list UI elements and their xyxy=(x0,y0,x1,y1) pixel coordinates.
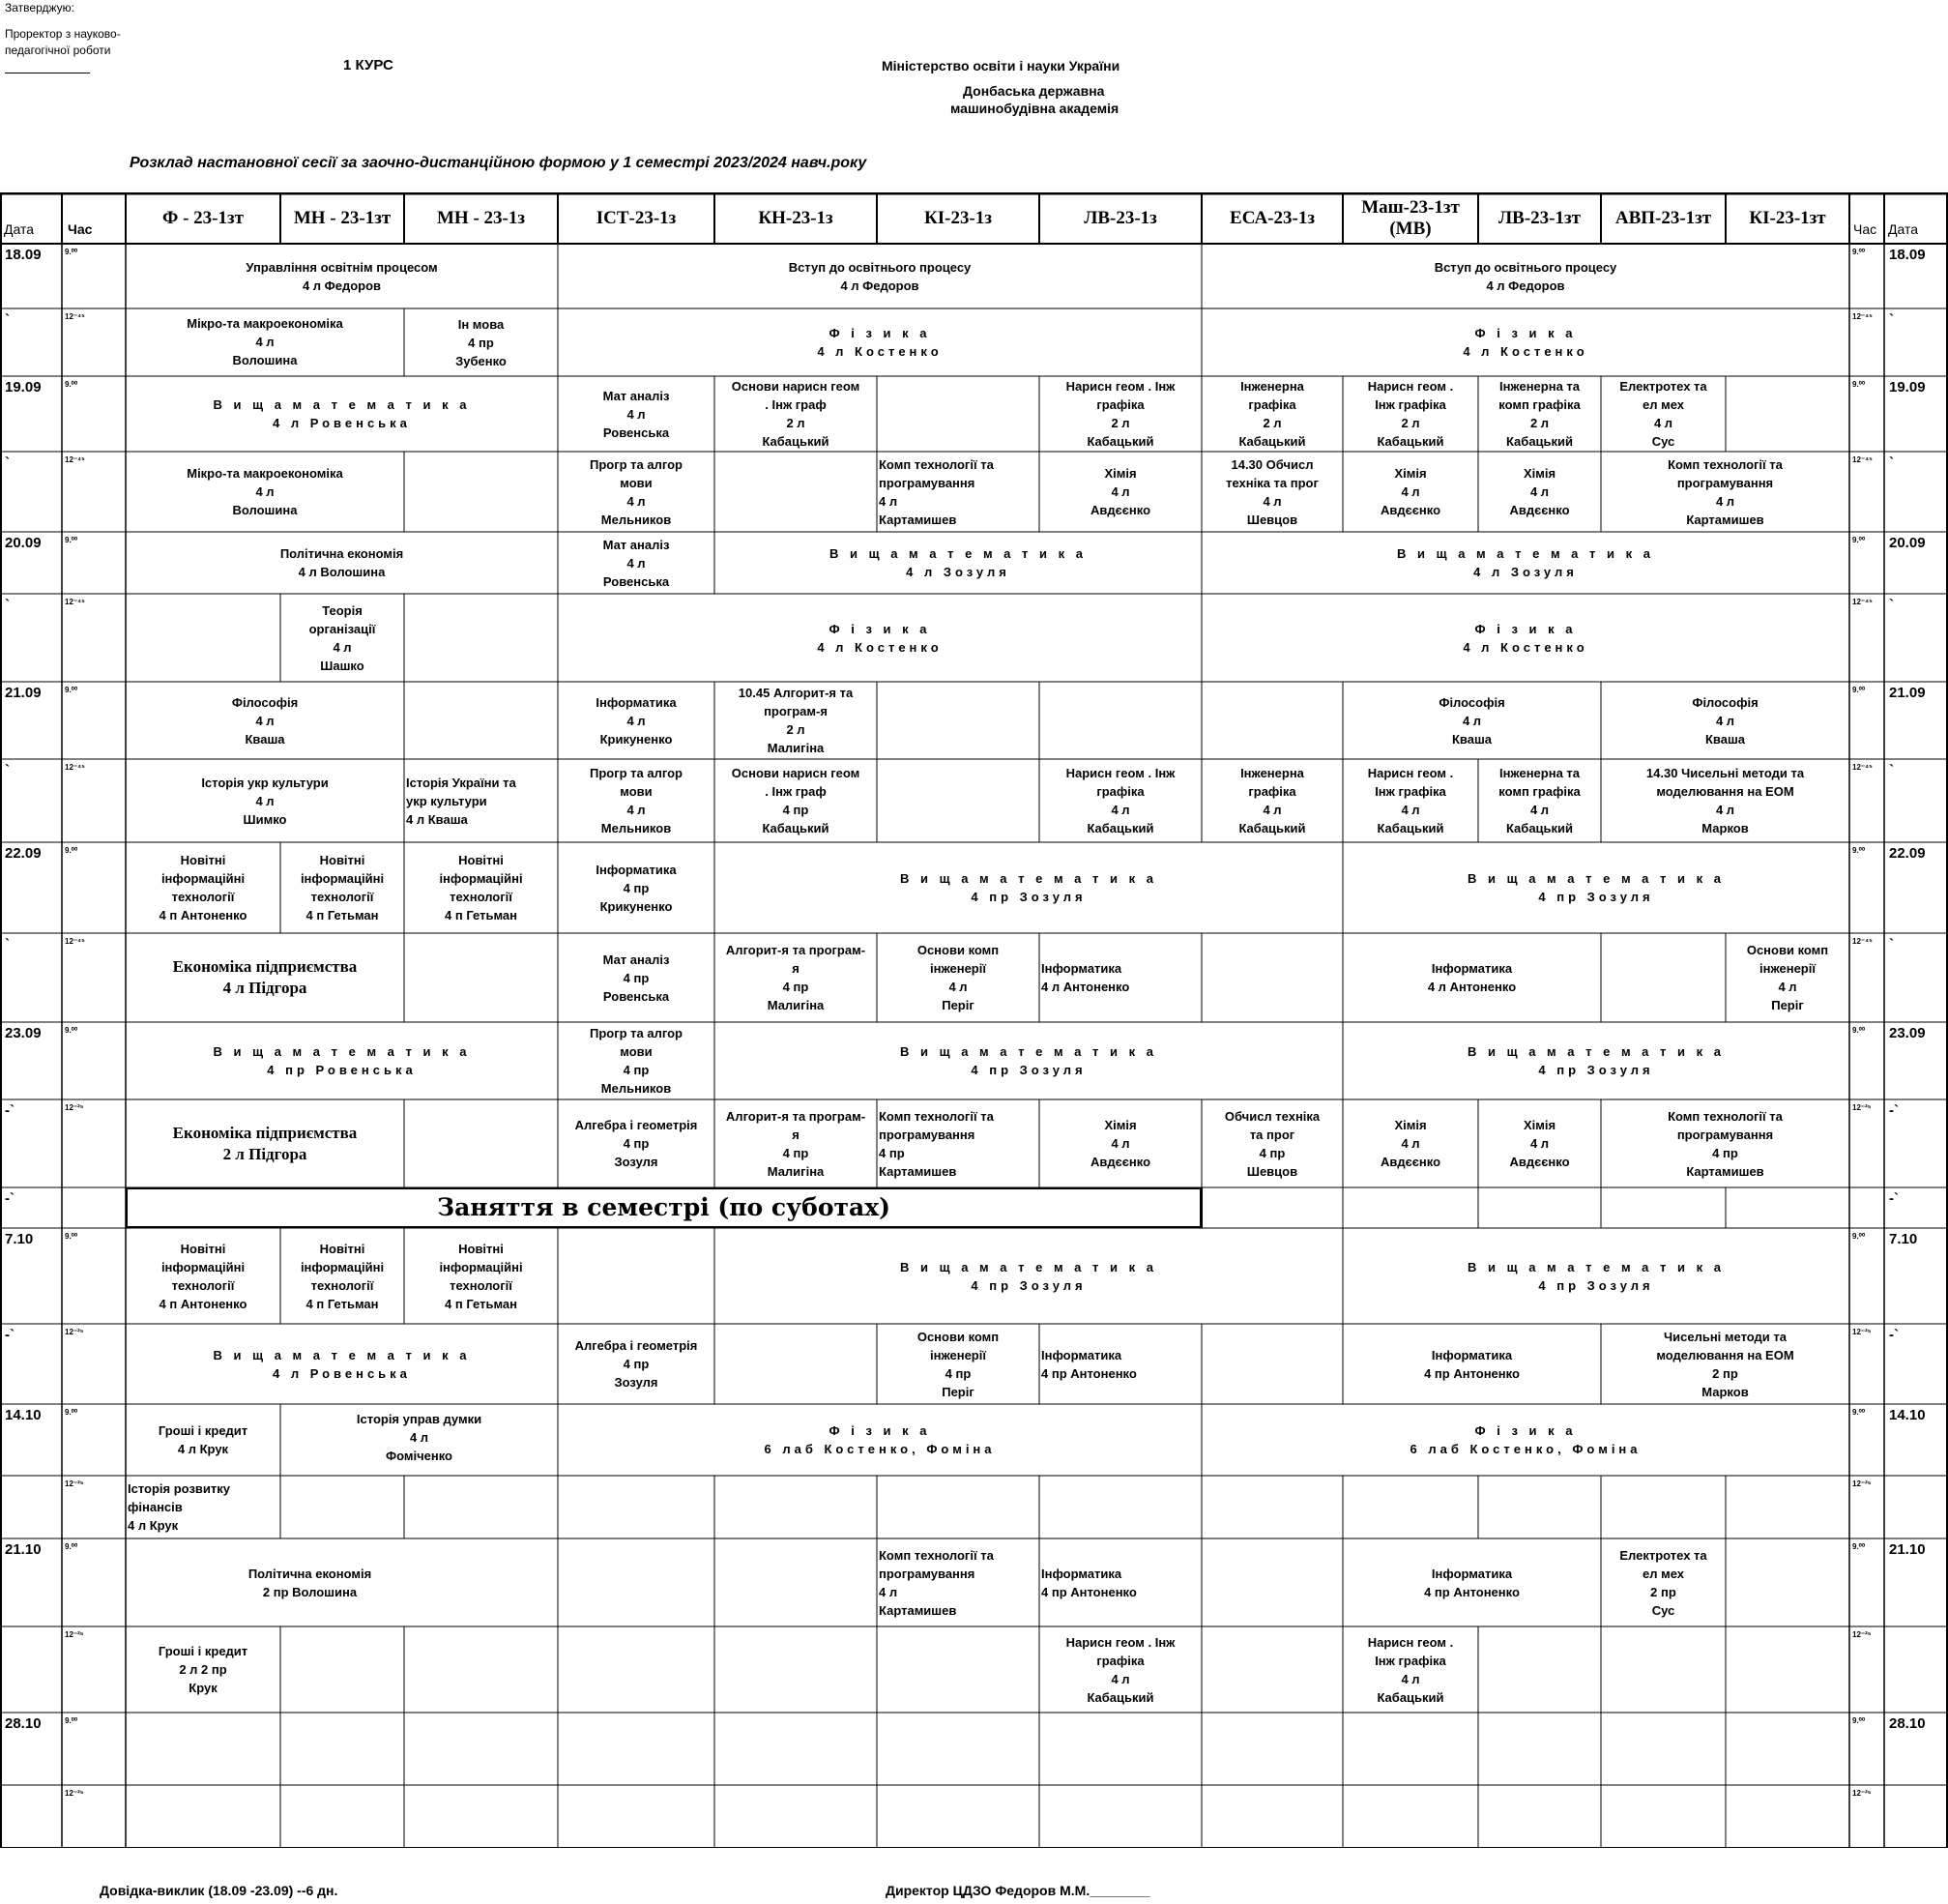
row-date xyxy=(0,1785,5,1788)
academy-line2: машинобудівна академія xyxy=(950,101,1119,116)
schedule-cell: Інформатика 4 пр Антоненко xyxy=(1041,1347,1137,1381)
schedule-cell: В и щ а м а т е м а т и к а 4 л Зозуля xyxy=(829,546,1087,579)
row-time-right: 9.⁰⁰ xyxy=(1852,248,1866,256)
schedule-cell: Ф і з и к а 4 л Костенко xyxy=(817,326,943,359)
schedule-cell: Ф і з и к а 6 лаб Костенко, Фоміна xyxy=(764,1423,996,1456)
schedule-cell: Комп технології та програмування 4 л Картамишев xyxy=(879,1547,994,1618)
row-date-right: 14.10 xyxy=(1889,1407,1926,1423)
schedule-cell: Електротех та ел мех 2 пр Сус xyxy=(1619,1547,1707,1618)
row-time-right: 9.⁰⁰ xyxy=(1852,846,1866,855)
row-time: 12⁻⁴⁵ xyxy=(65,937,85,946)
row-time-right: 12⁻⁴⁵ xyxy=(1852,598,1873,606)
schedule-cell: В и щ а м а т е м а т и к а 4 л Ровенська xyxy=(213,1347,471,1381)
row-time-right: 12⁻⁴⁵ xyxy=(1852,763,1873,772)
prorector-line2: педагогічної роботи xyxy=(5,44,111,57)
row-date: 21.10 xyxy=(5,1541,42,1558)
row-time-right: 12⁻²⁵ xyxy=(1852,1630,1872,1639)
row-date: -` xyxy=(5,1327,15,1343)
date-column-header-right: Дата xyxy=(1888,221,1919,237)
row-time-right: 9.⁰⁰ xyxy=(1852,1026,1866,1035)
row-time: 9.⁰⁰ xyxy=(65,536,78,544)
schedule-cell: Нарисн геом . Інж графіка 2 л Кабацький xyxy=(1065,379,1176,449)
schedule-cell: Політична економія 4 л Волошина xyxy=(279,546,404,579)
schedule-cell: Новітні інформаційні технології 4 п Антоненко xyxy=(159,1241,247,1311)
schedule-cell: Теорія організації 4 л Шашко xyxy=(308,602,376,673)
schedule-cell: Історія управ думки 4 л Фоміченко xyxy=(356,1412,482,1463)
schedule-cell: Ф і з и к а 4 л Костенко xyxy=(1463,621,1588,655)
schedule-cell: Історія укр культури 4 л Шимко xyxy=(201,775,329,827)
schedule-cell: Ф і з и к а 6 лаб Костенко, Фоміна xyxy=(1410,1423,1642,1456)
schedule-cell: Хімія 4 л Авдєєнко xyxy=(1090,1118,1151,1169)
schedule-cell: Комп технології та програмування 4 л Картамишев xyxy=(1668,456,1783,527)
row-time-right: 9.⁰⁰ xyxy=(1852,686,1866,694)
row-time-right: 9.⁰⁰ xyxy=(1852,1408,1866,1417)
schedule-cell: В и щ а м а т е м а т и к а 4 пр Ровенська xyxy=(213,1044,471,1077)
row-time: 12⁻⁴⁵ xyxy=(65,455,85,464)
schedule-cell: Нарисн геом . Інж графіка 4 л Кабацький xyxy=(1065,1634,1176,1705)
row-time: 12⁻²⁵ xyxy=(65,1479,84,1488)
schedule-cell: Інженерна та комп графіка 4 л Кабацький xyxy=(1498,766,1581,835)
schedule-cell: Мікро-та макроекономіка 4 л Волошина xyxy=(187,316,343,367)
ministry-title: Міністерство освіти і науки України xyxy=(882,58,1120,73)
row-time: 9.⁰⁰ xyxy=(65,248,78,256)
row-date-right: 18.09 xyxy=(1889,247,1926,263)
row-date-right: -` xyxy=(1889,1327,1899,1343)
row-time: 12⁻²⁵ xyxy=(65,1630,84,1639)
schedule-cell: В и щ а м а т е м а т и к а 4 пр Зозуля xyxy=(1468,1259,1725,1293)
row-time-right: 12⁻²⁵ xyxy=(1852,1328,1872,1336)
schedule-cell: Мат аналіз 4 л Ровенська xyxy=(602,388,670,440)
schedule-cell: Інформатика 4 л Антоненко xyxy=(1427,961,1517,994)
director-signature: Директор ЦДЗО Федоров М.М.________ xyxy=(886,1883,1150,1898)
schedule-cell: Нарисн геом . Інж графіка 2 л Кабацький xyxy=(1367,379,1454,449)
row-date-right: 20.09 xyxy=(1889,535,1926,551)
group-header: МН - 23-1з xyxy=(436,207,525,228)
group-header: Маш-23-1зт (МВ) xyxy=(1361,196,1460,239)
row-time: 9.⁰⁰ xyxy=(65,1716,78,1725)
row-time-right: 9.⁰⁰ xyxy=(1852,1716,1866,1725)
schedule-cell: Гроші і кредит 2 л 2 пр Крук xyxy=(158,1644,248,1695)
row-date-right: ` xyxy=(1889,597,1894,613)
schedule-cell: Нарисн геом . Інж графіка 4 л Кабацький xyxy=(1065,766,1176,835)
row-time-right: 12⁻⁴⁵ xyxy=(1852,312,1873,321)
row-date: ` xyxy=(5,762,10,778)
schedule-subtitle: Розклад настановної сесії за заочно-дистанційною формою у 1 семестрі 2023/2024 навч.року xyxy=(130,155,867,171)
row-date: 20.09 xyxy=(5,535,42,551)
row-date-right: ` xyxy=(1889,454,1894,471)
schedule-cell: Мікро-та макроекономіка 4 л Волошина xyxy=(187,466,343,517)
group-header: ЛВ-23-1зт xyxy=(1498,207,1581,228)
row-date: ` xyxy=(5,454,10,471)
row-time-right: 9.⁰⁰ xyxy=(1852,1232,1866,1241)
row-date: ` xyxy=(5,311,10,328)
row-date-right: ` xyxy=(1889,762,1894,778)
schedule-cell: Хімія 4 л Авдєєнко xyxy=(1380,1118,1441,1169)
semester-banner: Заняття в семестрі (по суботах) xyxy=(126,1187,1202,1228)
schedule-cell: Новітні інформаційні технології 4 п Гетьман xyxy=(439,853,523,923)
schedule-cell: Прогр та алгор мови 4 л Мельников xyxy=(589,456,683,527)
row-date-right: 21.09 xyxy=(1889,685,1926,701)
schedule-cell: Вступ до освітнього процесу 4 л Федоров xyxy=(1434,259,1617,293)
schedule-cell: Комп технології та програмування 4 пр Картамишев xyxy=(879,1108,994,1179)
group-header: ЛВ-23-1з xyxy=(1084,207,1157,228)
schedule-cell: Інформатика 4 пр Антоненко xyxy=(1041,1566,1137,1599)
row-time-right: 9.⁰⁰ xyxy=(1852,536,1866,544)
schedule-cell: В и щ а м а т е м а т и к а 4 пр Зозуля xyxy=(900,1259,1157,1293)
row-time-right: 9.⁰⁰ xyxy=(1852,380,1866,389)
row-time-right: 12⁻²⁵ xyxy=(1852,1789,1872,1798)
row-date-right: ` xyxy=(1889,311,1894,328)
schedule-table xyxy=(0,192,1948,1848)
row-time xyxy=(62,1187,65,1191)
time-column-header-right: Час xyxy=(1853,221,1877,237)
approve-label: Затверджую: xyxy=(5,1,74,15)
group-header: КІ-23-1з xyxy=(924,207,992,228)
row-time: 9.⁰⁰ xyxy=(65,1026,78,1035)
row-date: ` xyxy=(5,597,10,613)
schedule-cell: Хімія 4 л Авдєєнко xyxy=(1090,466,1151,517)
row-time-right: 12⁻²⁵ xyxy=(1852,1479,1872,1488)
row-time: 9.⁰⁰ xyxy=(65,1232,78,1241)
row-time-right xyxy=(1849,1187,1852,1191)
row-date: -` xyxy=(5,1102,15,1119)
row-date-right: 19.09 xyxy=(1889,379,1926,395)
schedule-cell: Політична економія 2 пр Волошина xyxy=(247,1566,372,1599)
schedule-cell: В и щ а м а т е м а т и к а 4 л Ровенська xyxy=(213,397,471,430)
row-date-right: -` xyxy=(1889,1102,1899,1119)
schedule-cell: Інженерна графіка 4 л Кабацький xyxy=(1238,766,1306,835)
row-date-right: -` xyxy=(1889,1190,1899,1207)
schedule-cell: В и щ а м а т е м а т и к а 4 пр Зозуля xyxy=(1468,871,1725,904)
schedule-cell: Економіка підприємства 4 л Підгора xyxy=(172,957,358,997)
schedule-cell: В и щ а м а т е м а т и к а 4 пр Зозуля xyxy=(900,1044,1157,1077)
row-time: 9.⁰⁰ xyxy=(65,1542,78,1551)
row-time: 12⁻⁴⁵ xyxy=(65,598,85,606)
schedule-cell: Ін мова 4 пр Зубенко xyxy=(455,316,507,368)
group-header: ІСТ-23-1з xyxy=(596,207,677,228)
row-date: 7.10 xyxy=(5,1231,34,1247)
schedule-cell: Інформатика 4 л Антоненко xyxy=(1041,961,1130,994)
schedule-cell: Нарисн геом . Інж графіка 4 л Кабацький xyxy=(1367,1634,1454,1705)
row-date-right xyxy=(1884,1785,1889,1788)
schedule-cell: Електротех та ел мех 4 л Сус xyxy=(1619,379,1707,449)
schedule-cell: Ф і з и к а 4 л Костенко xyxy=(1463,326,1588,359)
row-date: -` xyxy=(5,1190,15,1207)
footer-note: Довідка-виклик (18.09 -23.09) --6 дн. xyxy=(100,1883,338,1898)
schedule-cell: Хімія 4 л Авдєєнко xyxy=(1509,1118,1570,1169)
schedule-cell: Прогр та алгор мови 4 пр Мельников xyxy=(589,1026,683,1096)
schedule-cell: Мат аналіз 4 пр Ровенська xyxy=(602,952,670,1004)
schedule-cell: Управління освітнім процесом 4 л Федоров xyxy=(246,259,438,293)
schedule-cell: Хімія 4 л Авдєєнко xyxy=(1509,466,1570,517)
schedule-cell: Чисельні методи та моделювання на ЕОМ 2 пр Марков xyxy=(1656,1329,1794,1399)
row-date-right: 21.10 xyxy=(1889,1541,1926,1558)
schedule-cell: Філософія 4 л Кваша xyxy=(1439,694,1505,747)
schedule-cell: Філософія 4 л Кваша xyxy=(231,694,299,747)
row-time: 12⁻²⁵ xyxy=(65,1103,84,1112)
row-date: ` xyxy=(5,936,10,952)
row-date-right: 22.09 xyxy=(1889,845,1926,862)
row-date: 18.09 xyxy=(5,247,42,263)
schedule-cell: В и щ а м а т е м а т и к а 4 пр Зозуля xyxy=(1468,1044,1725,1077)
schedule-cell: Інженерна та комп графіка 2 л Кабацький xyxy=(1498,379,1581,449)
schedule-cell: Алгебра і геометрія 4 пр Зозуля xyxy=(574,1338,698,1390)
row-date: 23.09 xyxy=(5,1025,42,1041)
schedule-cell: Філософія 4 л Кваша xyxy=(1692,694,1759,747)
schedule-cell: Історія України та укр культури 4 л Кваша xyxy=(406,775,516,827)
row-time: 9.⁰⁰ xyxy=(65,846,78,855)
row-date-right xyxy=(1884,1476,1889,1479)
group-header: КІ-23-1зт xyxy=(1749,207,1826,228)
schedule-cell: Історія розвитку фінансів 4 л Крук xyxy=(128,1481,230,1533)
row-date-right: 28.10 xyxy=(1889,1715,1926,1732)
schedule-cell: Нарисн геом . Інж графіка 4 л Кабацький xyxy=(1367,766,1454,835)
row-date: 21.09 xyxy=(5,685,42,701)
group-header: МН - 23-1зт xyxy=(293,207,392,228)
row-time-right: 9.⁰⁰ xyxy=(1852,1542,1866,1551)
course-title: 1 КУРС xyxy=(343,57,393,73)
schedule-cell: Інформатика 4 пр Антоненко xyxy=(1424,1566,1520,1599)
row-date xyxy=(0,1476,5,1479)
row-time-right: 12⁻⁴⁵ xyxy=(1852,455,1873,464)
schedule-cell: Новітні інформаційні технології 4 п Антоненко xyxy=(159,853,247,923)
schedule-cell: Алгорит-я та програм- я 4 пр Малигіна xyxy=(725,943,866,1012)
schedule-cell: Інформатика 4 пр Крикуненко xyxy=(596,862,677,914)
prorector-line1: Проректор з науково- xyxy=(5,27,121,41)
row-time: 12⁻²⁵ xyxy=(65,1789,84,1798)
schedule-cell: Основи комп інженерії 4 пр Періг xyxy=(916,1329,1000,1399)
row-time: 12⁻⁴⁵ xyxy=(65,312,85,321)
schedule-cell: Гроші і кредит 4 л Крук xyxy=(158,1423,248,1456)
row-time: 9.⁰⁰ xyxy=(65,686,78,694)
row-date-right: 7.10 xyxy=(1889,1231,1918,1247)
schedule-cell: Інформатика 4 л Крикуненко xyxy=(596,694,677,747)
schedule-cell: Вступ до освітнього процесу 4 л Федоров xyxy=(788,259,972,293)
schedule-cell: Новітні інформаційні технології 4 п Гетьман xyxy=(300,853,385,923)
academy-line1: Донбаська державна xyxy=(963,83,1105,99)
row-date-right: ` xyxy=(1889,936,1894,952)
group-header: ЕСА-23-1з xyxy=(1230,207,1315,228)
schedule-cell: В и щ а м а т е м а т и к а 4 пр Зозуля xyxy=(900,871,1157,904)
group-header: КН-23-1з xyxy=(758,207,833,228)
schedule-cell: Ф і з и к а 4 л Костенко xyxy=(817,621,943,655)
row-time-right: 12⁻⁴⁵ xyxy=(1852,937,1873,946)
date-column-header: Дата xyxy=(4,221,35,237)
schedule-cell: Алгорит-я та програм- я 4 пр Малигіна xyxy=(725,1108,866,1179)
row-date: 19.09 xyxy=(5,379,42,395)
schedule-cell: Основи нарисн геом . Інж граф 2 л Кабацький xyxy=(731,379,860,449)
row-time: 12⁻²⁵ xyxy=(65,1328,84,1336)
row-date: 14.10 xyxy=(5,1407,42,1423)
schedule-cell: Новітні інформаційні технології 4 п Гетьман xyxy=(300,1241,385,1311)
schedule-cell: Основи комп інженерії 4 л Періг xyxy=(1746,943,1829,1012)
row-time: 12⁻⁴⁵ xyxy=(65,763,85,772)
schedule-cell: Мат аналіз 4 л Ровенська xyxy=(602,537,670,589)
row-time: 9.⁰⁰ xyxy=(65,1408,78,1417)
schedule-cell: Інженерна графіка 2 л Кабацький xyxy=(1238,379,1306,449)
row-date: 28.10 xyxy=(5,1715,42,1732)
schedule-cell: 14.30 Обчисл техніка та прог 4 л Шевцов xyxy=(1226,456,1319,527)
schedule-cell: Інформатика 4 пр Антоненко xyxy=(1424,1347,1520,1381)
row-time: 9.⁰⁰ xyxy=(65,380,78,389)
schedule-cell: Економіка підприємства 2 л Підгора xyxy=(172,1123,358,1163)
schedule-cell: В и щ а м а т е м а т и к а 4 л Зозуля xyxy=(1397,546,1654,579)
schedule-cell: Хімія 4 л Авдєєнко xyxy=(1380,466,1441,517)
row-time-right: 12⁻²⁵ xyxy=(1852,1103,1872,1112)
schedule-cell: Обчисл техніка та прог 4 пр Шевцов xyxy=(1224,1108,1321,1179)
schedule-cell: Основи нарисн геом . Інж граф 4 пр Кабацький xyxy=(731,766,860,835)
schedule-cell: 14.30 Чисельні методи та моделювання на ЕОМ 4 л Марков xyxy=(1645,766,1805,835)
schedule-cell: Алгебра і геометрія 4 пр Зозуля xyxy=(574,1118,698,1169)
schedule-cell: Основи комп інженерії 4 л Періг xyxy=(916,943,1000,1012)
schedule-cell: Комп технології та програмування 4 пр Картамишев xyxy=(1668,1108,1783,1179)
row-date xyxy=(0,1626,5,1629)
time-column-header: Час xyxy=(68,221,93,237)
row-date: 22.09 xyxy=(5,845,42,862)
schedule-cell: Комп технології та програмування 4 л Картамишев xyxy=(879,456,994,527)
schedule-cell: Прогр та алгор мови 4 л Мельников xyxy=(589,766,683,835)
row-date-right: 23.09 xyxy=(1889,1025,1926,1041)
row-date-right xyxy=(1884,1626,1889,1629)
group-header: Ф - 23-1зт xyxy=(162,207,244,228)
group-header: АВП-23-1зт xyxy=(1614,207,1712,228)
schedule-cell: 10.45 Алгорит-я та програм-я 2 л Малигіна xyxy=(738,686,854,755)
schedule-cell: Новітні інформаційні технології 4 п Гетьман xyxy=(439,1241,523,1311)
